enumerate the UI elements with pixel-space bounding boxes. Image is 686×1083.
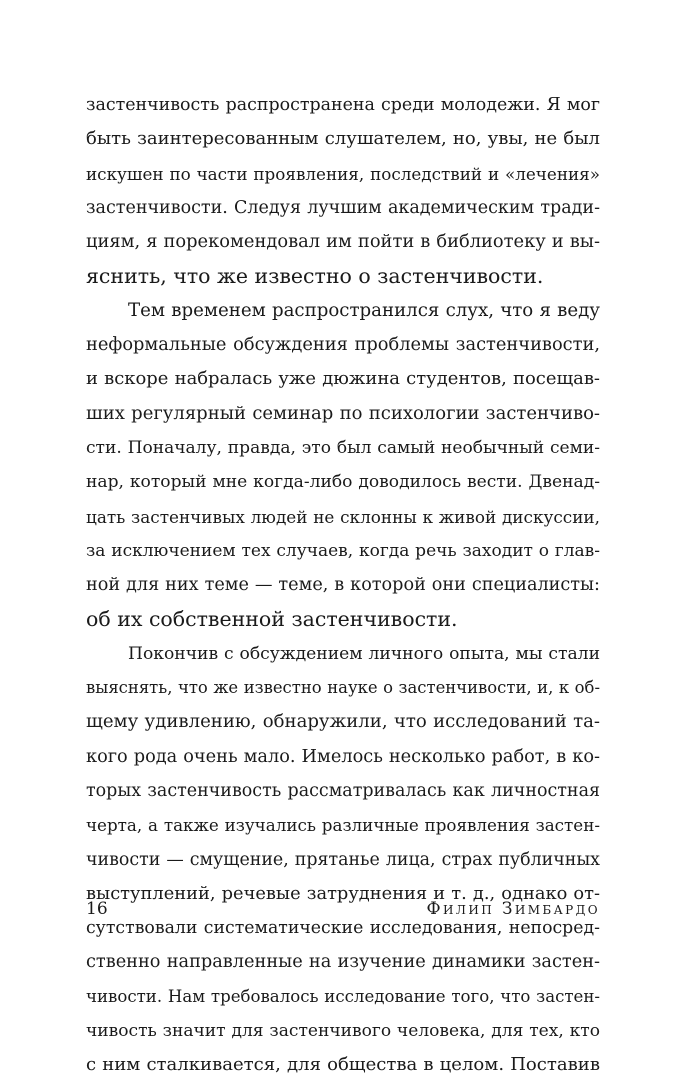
text-line: об их собственной застенчивости. xyxy=(86,607,458,632)
text-line: циям, я порекомендовал им пойти в библиотеку и вы- xyxy=(86,231,600,253)
text-line: за исключением тех случаев, когда речь заходит о глав- xyxy=(86,540,600,561)
text-line: торых застенчивость рассматривалась как личностная xyxy=(86,780,600,801)
text-line: выяснять, что же известно науке о застенчивости, и, к об- xyxy=(86,678,600,698)
text-line: ших регулярный семинар по психологии застенчиво- xyxy=(86,402,600,424)
text-line: ственно направленные на изучение динамики застен- xyxy=(86,952,600,973)
text-line: цать застенчивых людей не склонны к живой дискуссии, xyxy=(86,506,600,527)
page-number: 16 xyxy=(86,899,108,919)
text-line: искушен по части проявления, последствий и «лечения» xyxy=(86,163,600,184)
text-line: щему удивлению, обнаружили, что исследований та- xyxy=(86,711,600,733)
text-line: выступлений, речевые затруднения и т. д., однако от- xyxy=(86,882,600,904)
text-line: черта, а также изучались различные проявления застен- xyxy=(86,815,600,836)
text-line: яснить, что же известно о застенчивости. xyxy=(86,264,544,289)
text-line: ной для них теме — теме, в которой они специалисты: xyxy=(86,575,600,596)
text-line: нар, который мне когда-либо доводилось вести. Двенад- xyxy=(86,472,600,493)
text-line: с ним сталкивается, для общества в целом. Поставив xyxy=(86,1054,600,1076)
running-head-author: Филип Зимбардо xyxy=(426,899,600,919)
text-line: чивость значит для застенчивого человека, для тех, кто xyxy=(86,1021,600,1042)
text-line: Покончив с обсуждением личного опыта, мы стали xyxy=(128,643,600,664)
text-line: сти. Поначалу, правда, это был самый необычный семи- xyxy=(86,437,600,458)
page-footer xyxy=(86,899,600,925)
text-line: сутствовали систематические исследования, непосред- xyxy=(86,918,600,939)
text-line: быть заинтересованным слушателем, но, увы, не был xyxy=(86,128,600,150)
text-line: и вскоре набралась уже дюжина студентов, посещав- xyxy=(86,368,600,390)
text-line: застенчивости. Следуя лучшим академическим тради- xyxy=(86,197,600,218)
body-text xyxy=(86,88,600,1083)
text-line: застенчивость распространена среди молодежи. Я мог xyxy=(86,95,600,115)
text-line: кого рода очень мало. Имелось несколько работ, в ко- xyxy=(86,746,600,767)
text-line: неформальные обсуждения проблемы застенчивости, xyxy=(86,334,600,356)
text-line: Тем временем распространился слух, что я веду xyxy=(128,299,600,321)
text-line: чивости — смущение, прятанье лица, страх публичных xyxy=(86,849,600,870)
text-line: чивости. Нам требовалось исследование того, что застен- xyxy=(86,986,600,1006)
